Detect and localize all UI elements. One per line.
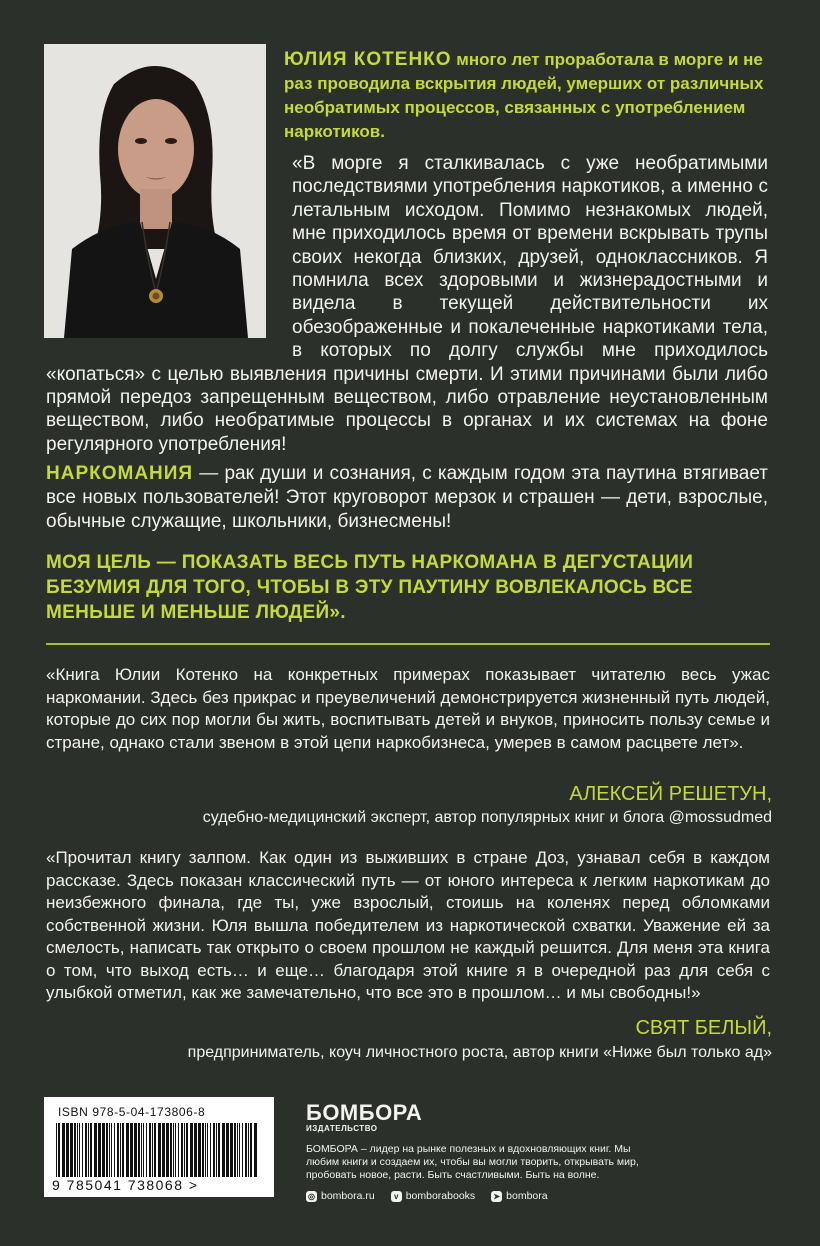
barcode-bar — [254, 1123, 257, 1177]
publisher-logo: БОМБОРА — [306, 1100, 423, 1125]
barcode-bar — [239, 1123, 240, 1177]
narcomania-paragraph — [46, 462, 768, 534]
telegram-icon: ➤ — [491, 1191, 502, 1202]
barcode-bar — [186, 1123, 188, 1177]
barcode-bar — [149, 1123, 151, 1177]
barcode-bar — [146, 1123, 147, 1177]
barcode-bar — [154, 1123, 156, 1177]
barcode-digits: 9 785041 738068 > — [52, 1177, 199, 1193]
barcode-bar — [237, 1123, 238, 1177]
barcode-bar — [234, 1123, 236, 1177]
barcode-bar — [248, 1123, 249, 1177]
barcode-bars — [56, 1123, 262, 1179]
barcode-bar — [175, 1123, 176, 1177]
barcode-bar — [66, 1123, 69, 1177]
barcode-bar — [226, 1123, 229, 1177]
narcomania-text: — рак души и сознания, с каждым годом эта паутина втягивает все новых пользователей! Этот круговорот мерзок и страшен — дети, взрослые, обычные служащие, школьники, бизнесмены! — [46, 463, 768, 532]
barcode-bar — [85, 1123, 87, 1177]
barcode-bar — [181, 1123, 183, 1177]
barcode-bar — [77, 1123, 78, 1177]
goal-statement: МОЯ ЦЕЛЬ — ПОКАЗАТЬ ВЕСЬ ПУТЬ НАРКОМАНА В ДЕГУСТАЦИИ БЕЗУМИЯ ДЛЯ ТОГО, ЧТОБЫ В ЭТУ ПАУТИНУ ВОВЛЕКАЛОСЬ ВСЕ МЕНЬШЕ И МЕНЬШЕ ЛЮДЕЙ». — [46, 552, 694, 623]
barcode-bar — [138, 1123, 140, 1177]
barcode-bar — [198, 1123, 201, 1177]
globe-icon: ◎ — [306, 1191, 317, 1202]
barcode-bar — [62, 1123, 65, 1177]
barcode-bar — [102, 1123, 105, 1177]
barcode-bar — [245, 1123, 247, 1177]
barcode-bar — [162, 1123, 165, 1177]
barcode-bar — [94, 1123, 97, 1177]
publisher-socials — [306, 1190, 548, 1202]
barcode-bar — [122, 1123, 124, 1177]
author-intro — [284, 48, 764, 144]
author-intro-text: много лет проработала в морге и не раз проводила вскрытия людей, умерших от различных необратимых процессов, связанных с употреблением наркотиков. — [284, 50, 764, 141]
barcode-bar — [134, 1123, 137, 1177]
barcode-bar — [98, 1123, 101, 1177]
review-author: СВЯТ БЕЛЫЙ, — [635, 1017, 772, 1039]
barcode-bar — [222, 1123, 225, 1177]
barcode-bar — [158, 1123, 161, 1177]
barcode-bar — [106, 1123, 108, 1177]
social-link[interactable] — [306, 1190, 375, 1202]
barcode-bar — [56, 1123, 57, 1177]
barcode-bar — [152, 1123, 153, 1177]
social-link[interactable] — [391, 1190, 475, 1202]
barcode-bar — [143, 1123, 144, 1177]
barcode-bar — [230, 1123, 233, 1177]
isbn-barcode — [44, 1097, 274, 1197]
barcode-bar — [117, 1123, 119, 1177]
review-text: «Книга Юлии Котенко на конкретных примерах показывает читателю весь ужас наркомании. Здесь без прикрас и преувеличений демонстрируется жизненный путь людей, которые до сих пор могли бы жить, воспитывать детей и внуков, приносить пользу семье и стране, однако стали звеном в этой цепи наркобизнеса, умерев в самом расцвете лет». — [46, 665, 770, 752]
author-quote — [46, 152, 768, 456]
barcode-bar — [88, 1123, 89, 1177]
review-author-description: предприниматель, коуч личностного роста, автор книги «Ниже был только ад» — [187, 1044, 772, 1061]
barcode-bar — [90, 1123, 92, 1177]
barcode-bar — [250, 1123, 252, 1177]
review-text: «Прочитал книгу залпом. Как один из выживших в стране Доз, узнавал себя в каждом рассказе. Здесь показан классический путь — от юного интереса к легким наркотикам до неизбежного финала, где ты, уже взрослый, стоишь на коленях перед обломками собственной жизни. Юля вышла победителем из наркотической схватки. Уважение ей за смелость, написать так открыто о своем прошлом не каждый решится. Для меня эта книга о том, что выход есть… и еще… благодаря этой книге я в очередной раз для себя с улыбкой отметил, как же замечательно, что все это в прошлом… и мы свободны!» — [46, 848, 770, 1002]
barcode-bar — [207, 1123, 208, 1177]
review-author-description: судебно-медицинский эксперт, автор популярных книг и блога @mossudmed — [202, 809, 772, 826]
social-label: bomborabooks — [405, 1190, 476, 1202]
barcode-bar — [70, 1123, 73, 1177]
barcode-bar — [82, 1123, 83, 1177]
barcode-bar — [111, 1123, 112, 1177]
barcode-bar — [79, 1123, 80, 1177]
barcode-bar — [141, 1123, 142, 1177]
barcode-bar — [173, 1123, 174, 1177]
barcode-bar — [194, 1123, 197, 1177]
barcode-bar — [178, 1123, 179, 1177]
barcode-bar — [114, 1123, 115, 1177]
review-author: АЛЕКСЕЙ РЕШЕТУН, — [569, 783, 772, 805]
barcode-bar — [213, 1123, 215, 1177]
barcode-bar — [58, 1123, 60, 1177]
social-label: bombora.ru — [321, 1190, 375, 1202]
social-label: bombora — [506, 1190, 548, 1202]
isbn-number: ISBN 978-5-04-173806-8 — [58, 1105, 206, 1119]
author-name: ЮЛИЯ КОТЕНКО — [284, 49, 452, 70]
barcode-bar — [205, 1123, 206, 1177]
author-quote-text: «В морге я сталкивалась с уже необратимыми последствиями употребления наркотиков, а именно с летальным исходом. Помимо незнакомых людей, мне приходилось время от времени вскрывать трупы своих некогда близких, друзей, одноклассников. Я помнила всех здоровыми и жизнерадостными и видела в текущей действительности их обезображенные и покалеченные наркотиками тела, в которых по долгу службы мне приходилось «копаться» с целью выявления причины смерти. И этими причинами были либо прямой передоз запрещенным веществом, либо отравление неустановленным веществом, либо необратимые процессы в органах и их системах на фоне регулярного употребления! — [46, 153, 768, 455]
social-link[interactable] — [491, 1190, 547, 1202]
barcode-bar — [74, 1123, 76, 1177]
barcode-bar — [190, 1123, 193, 1177]
barcode-bar — [210, 1123, 211, 1177]
barcode-bar — [218, 1123, 220, 1177]
barcode-bar — [126, 1123, 129, 1177]
barcode-bar — [184, 1123, 185, 1177]
publisher-subtitle: ИЗДАТЕЛЬСТВО — [306, 1124, 378, 1133]
barcode-bar — [216, 1123, 217, 1177]
barcode-bar — [242, 1123, 243, 1177]
barcode-bar — [170, 1123, 172, 1177]
vk-icon: v — [391, 1191, 402, 1202]
barcode-bar — [109, 1123, 110, 1177]
publisher-description: БОМБОРА – лидер на рынке полезных и вдохновляющих книг. Мы любим книги и создаем их, чтобы вы могли творить, открывать мир, пробовать новое, расти. Быть счастливыми. Быть на волне. — [306, 1143, 639, 1181]
barcode-bar — [202, 1123, 204, 1177]
narcomania-keyword: НАРКОМАНИЯ — [46, 463, 194, 484]
barcode-bar — [120, 1123, 121, 1177]
section-divider — [46, 643, 770, 645]
barcode-bar — [166, 1123, 169, 1177]
barcode-bar — [130, 1123, 133, 1177]
